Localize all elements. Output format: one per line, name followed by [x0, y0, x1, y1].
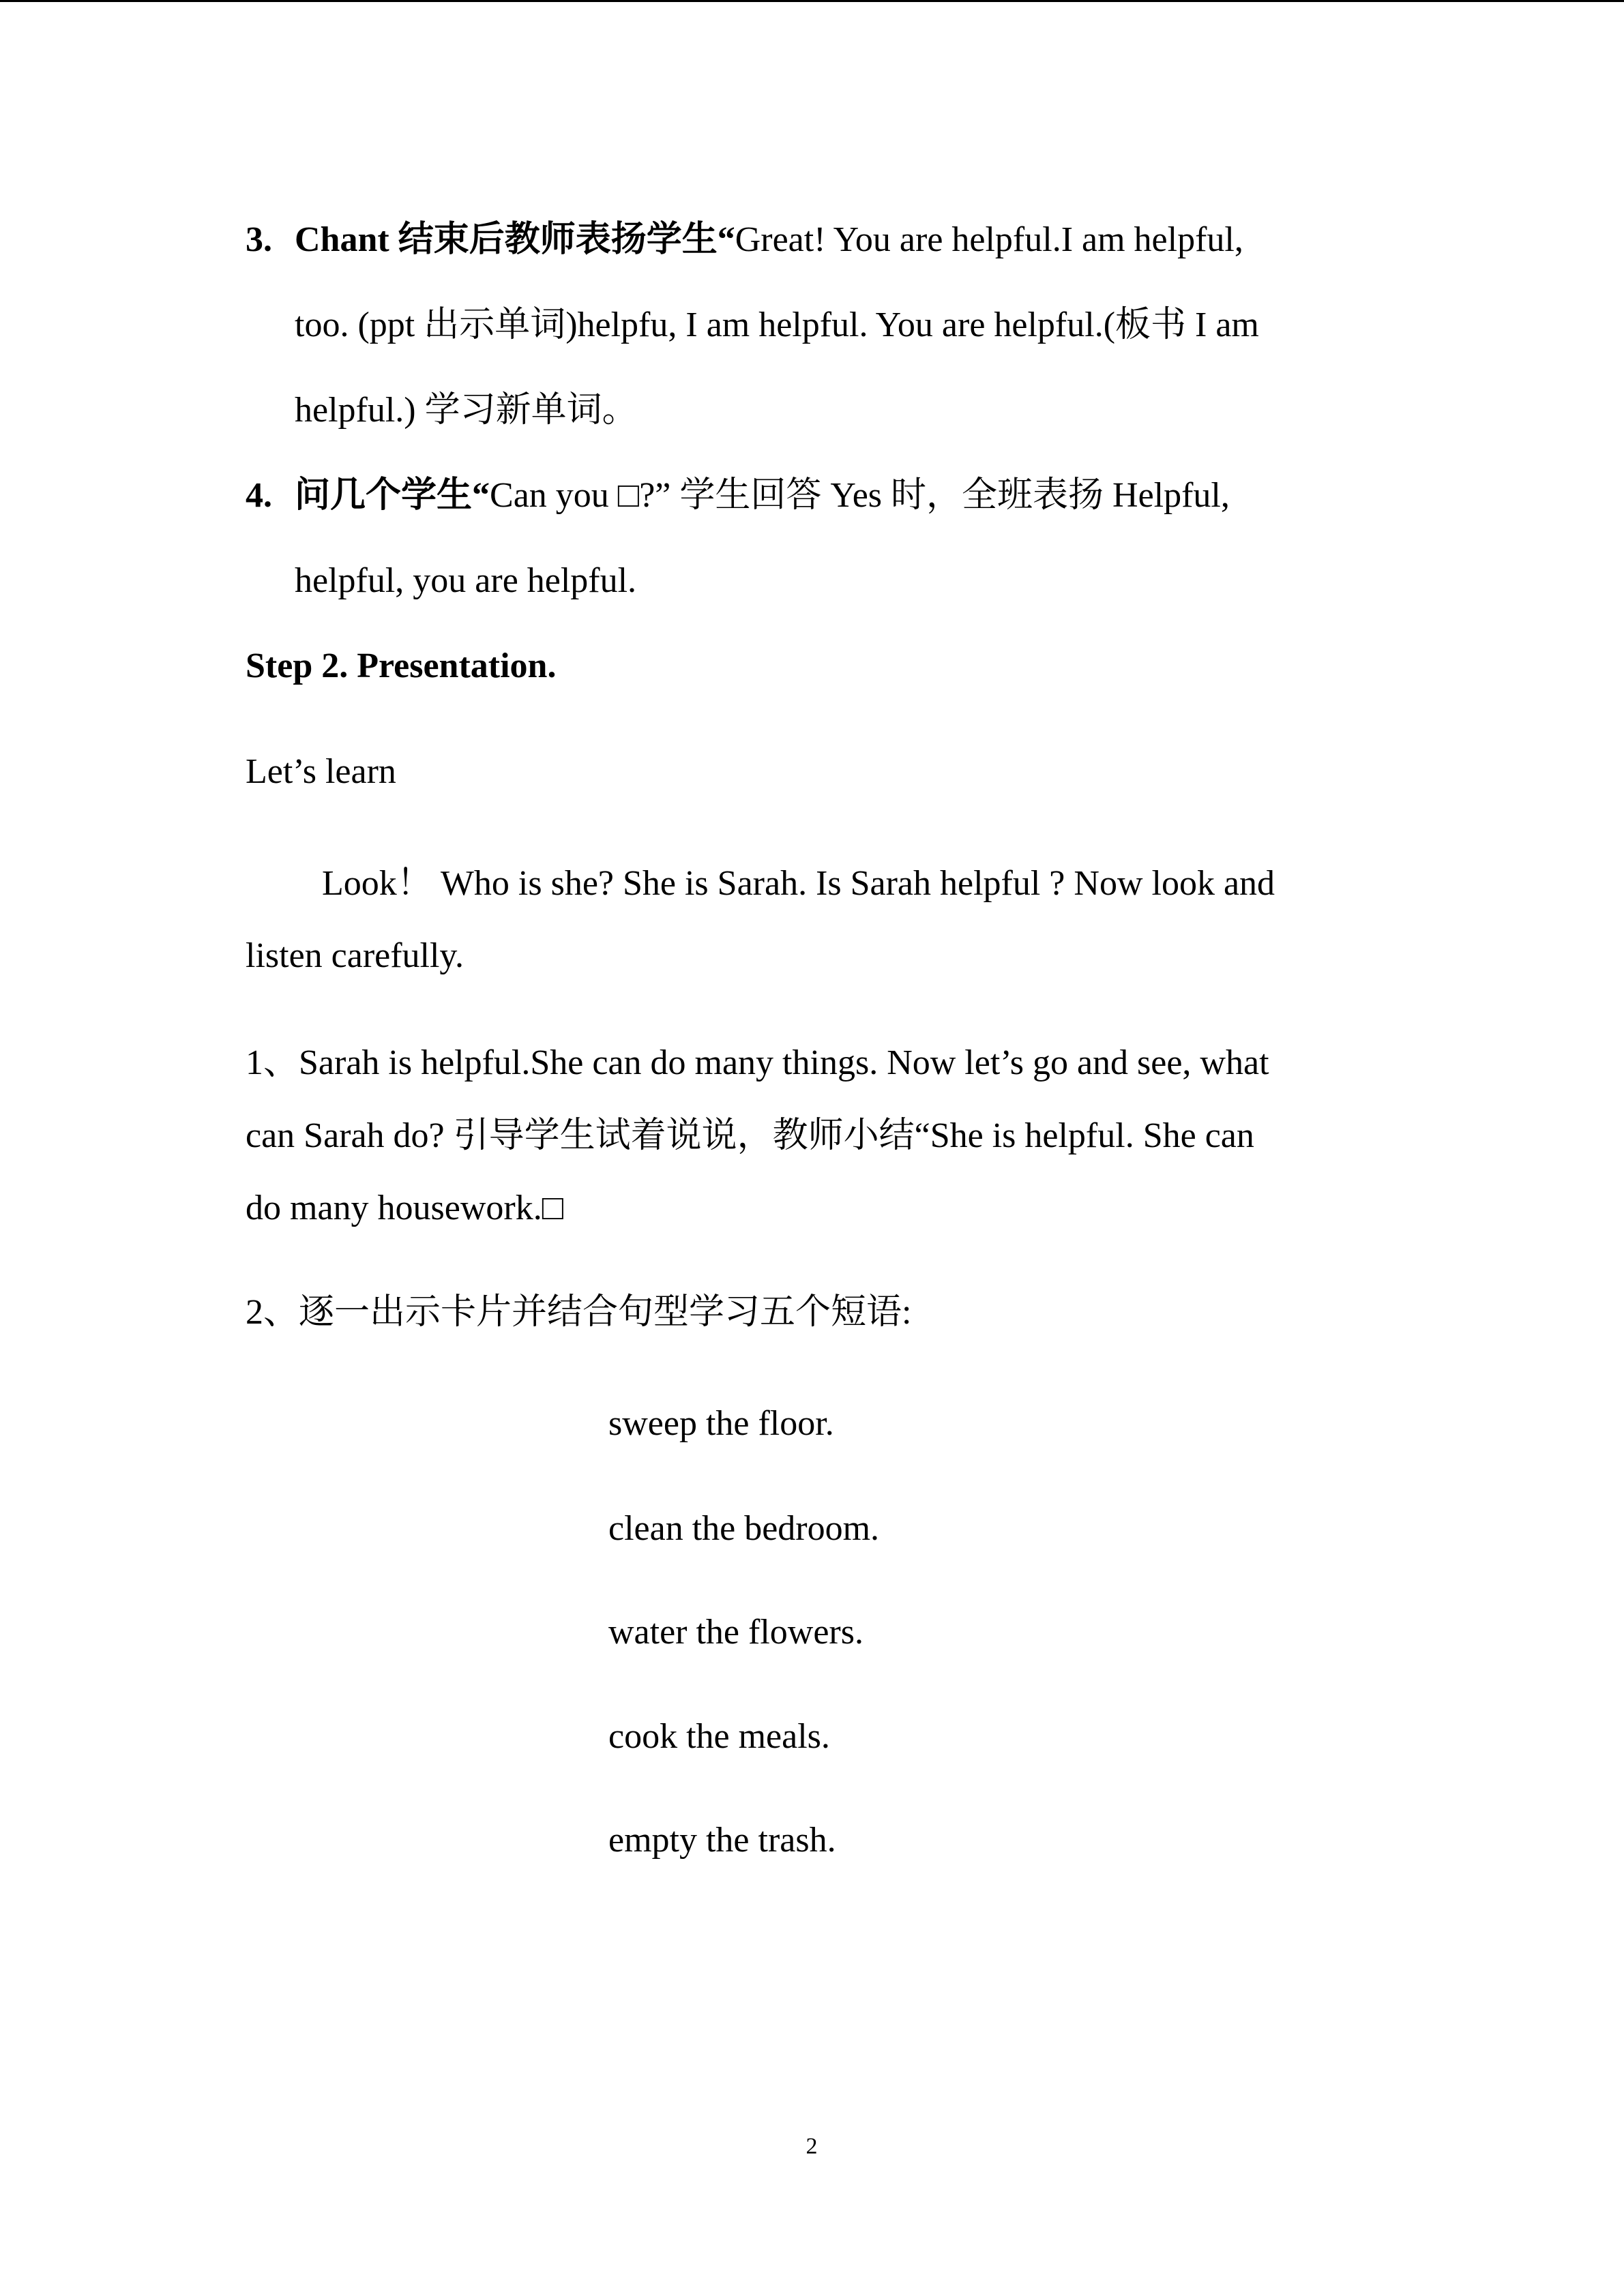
item-4-line-1 [295, 474, 1230, 518]
para-1-line-2: can Sarah do? 引导学生试着说说，教师小结“She is helpful. She can [246, 1116, 1254, 1155]
phrase-item: water the flowers. [608, 1613, 863, 1652]
phrase-item: cook the meals. [608, 1717, 830, 1756]
item-4-line-2: helpful, you are helpful. [295, 561, 637, 600]
para-2-line: 2、逐一出示卡片并结合句型学习五个短语: [246, 1293, 912, 1332]
item-3-number: 3. [246, 220, 272, 259]
item-4-line-1-rest: Can you □?” 学生回答 Yes 时，全班表扬 Helpful, [490, 476, 1230, 515]
para-1-line-1: 1、Sarah is helpful.She can do many things. Now let’s go and see, what [246, 1043, 1269, 1082]
item-3-line-2: too. (ppt 出示单词)helpfu, I am helpful. You are helpful.(板书 I am [295, 305, 1259, 344]
item-4-number: 4. [246, 476, 272, 515]
phrase-item: empty the trash. [608, 1821, 836, 1860]
phrase-item: clean the bedroom. [608, 1509, 880, 1548]
item-4-bold-lead: 问几个学生“ [295, 476, 490, 515]
phrase-item: sweep the floor. [608, 1404, 834, 1443]
item-3-line-1-rest: Great! You are helpful.I am helpful, [735, 220, 1243, 259]
intro-line-1: Look！ Who is she? She is Sarah. Is Sarah helpful ? Now look and [322, 864, 1275, 903]
lets-learn-label: Let’s learn [246, 752, 396, 791]
item-3-line-3: helpful.) 学习新单词。 [295, 391, 638, 430]
intro-line-2: listen carefully. [246, 936, 464, 975]
item-3-line-1 [295, 218, 1243, 262]
page-number: 2 [806, 2134, 818, 2159]
item-3-bold-lead: Chant 结束后教师表扬学生“ [295, 220, 735, 259]
step-2-heading: Step 2. Presentation. [246, 646, 557, 685]
para-1-line-3: do many housework.□ [246, 1189, 564, 1227]
